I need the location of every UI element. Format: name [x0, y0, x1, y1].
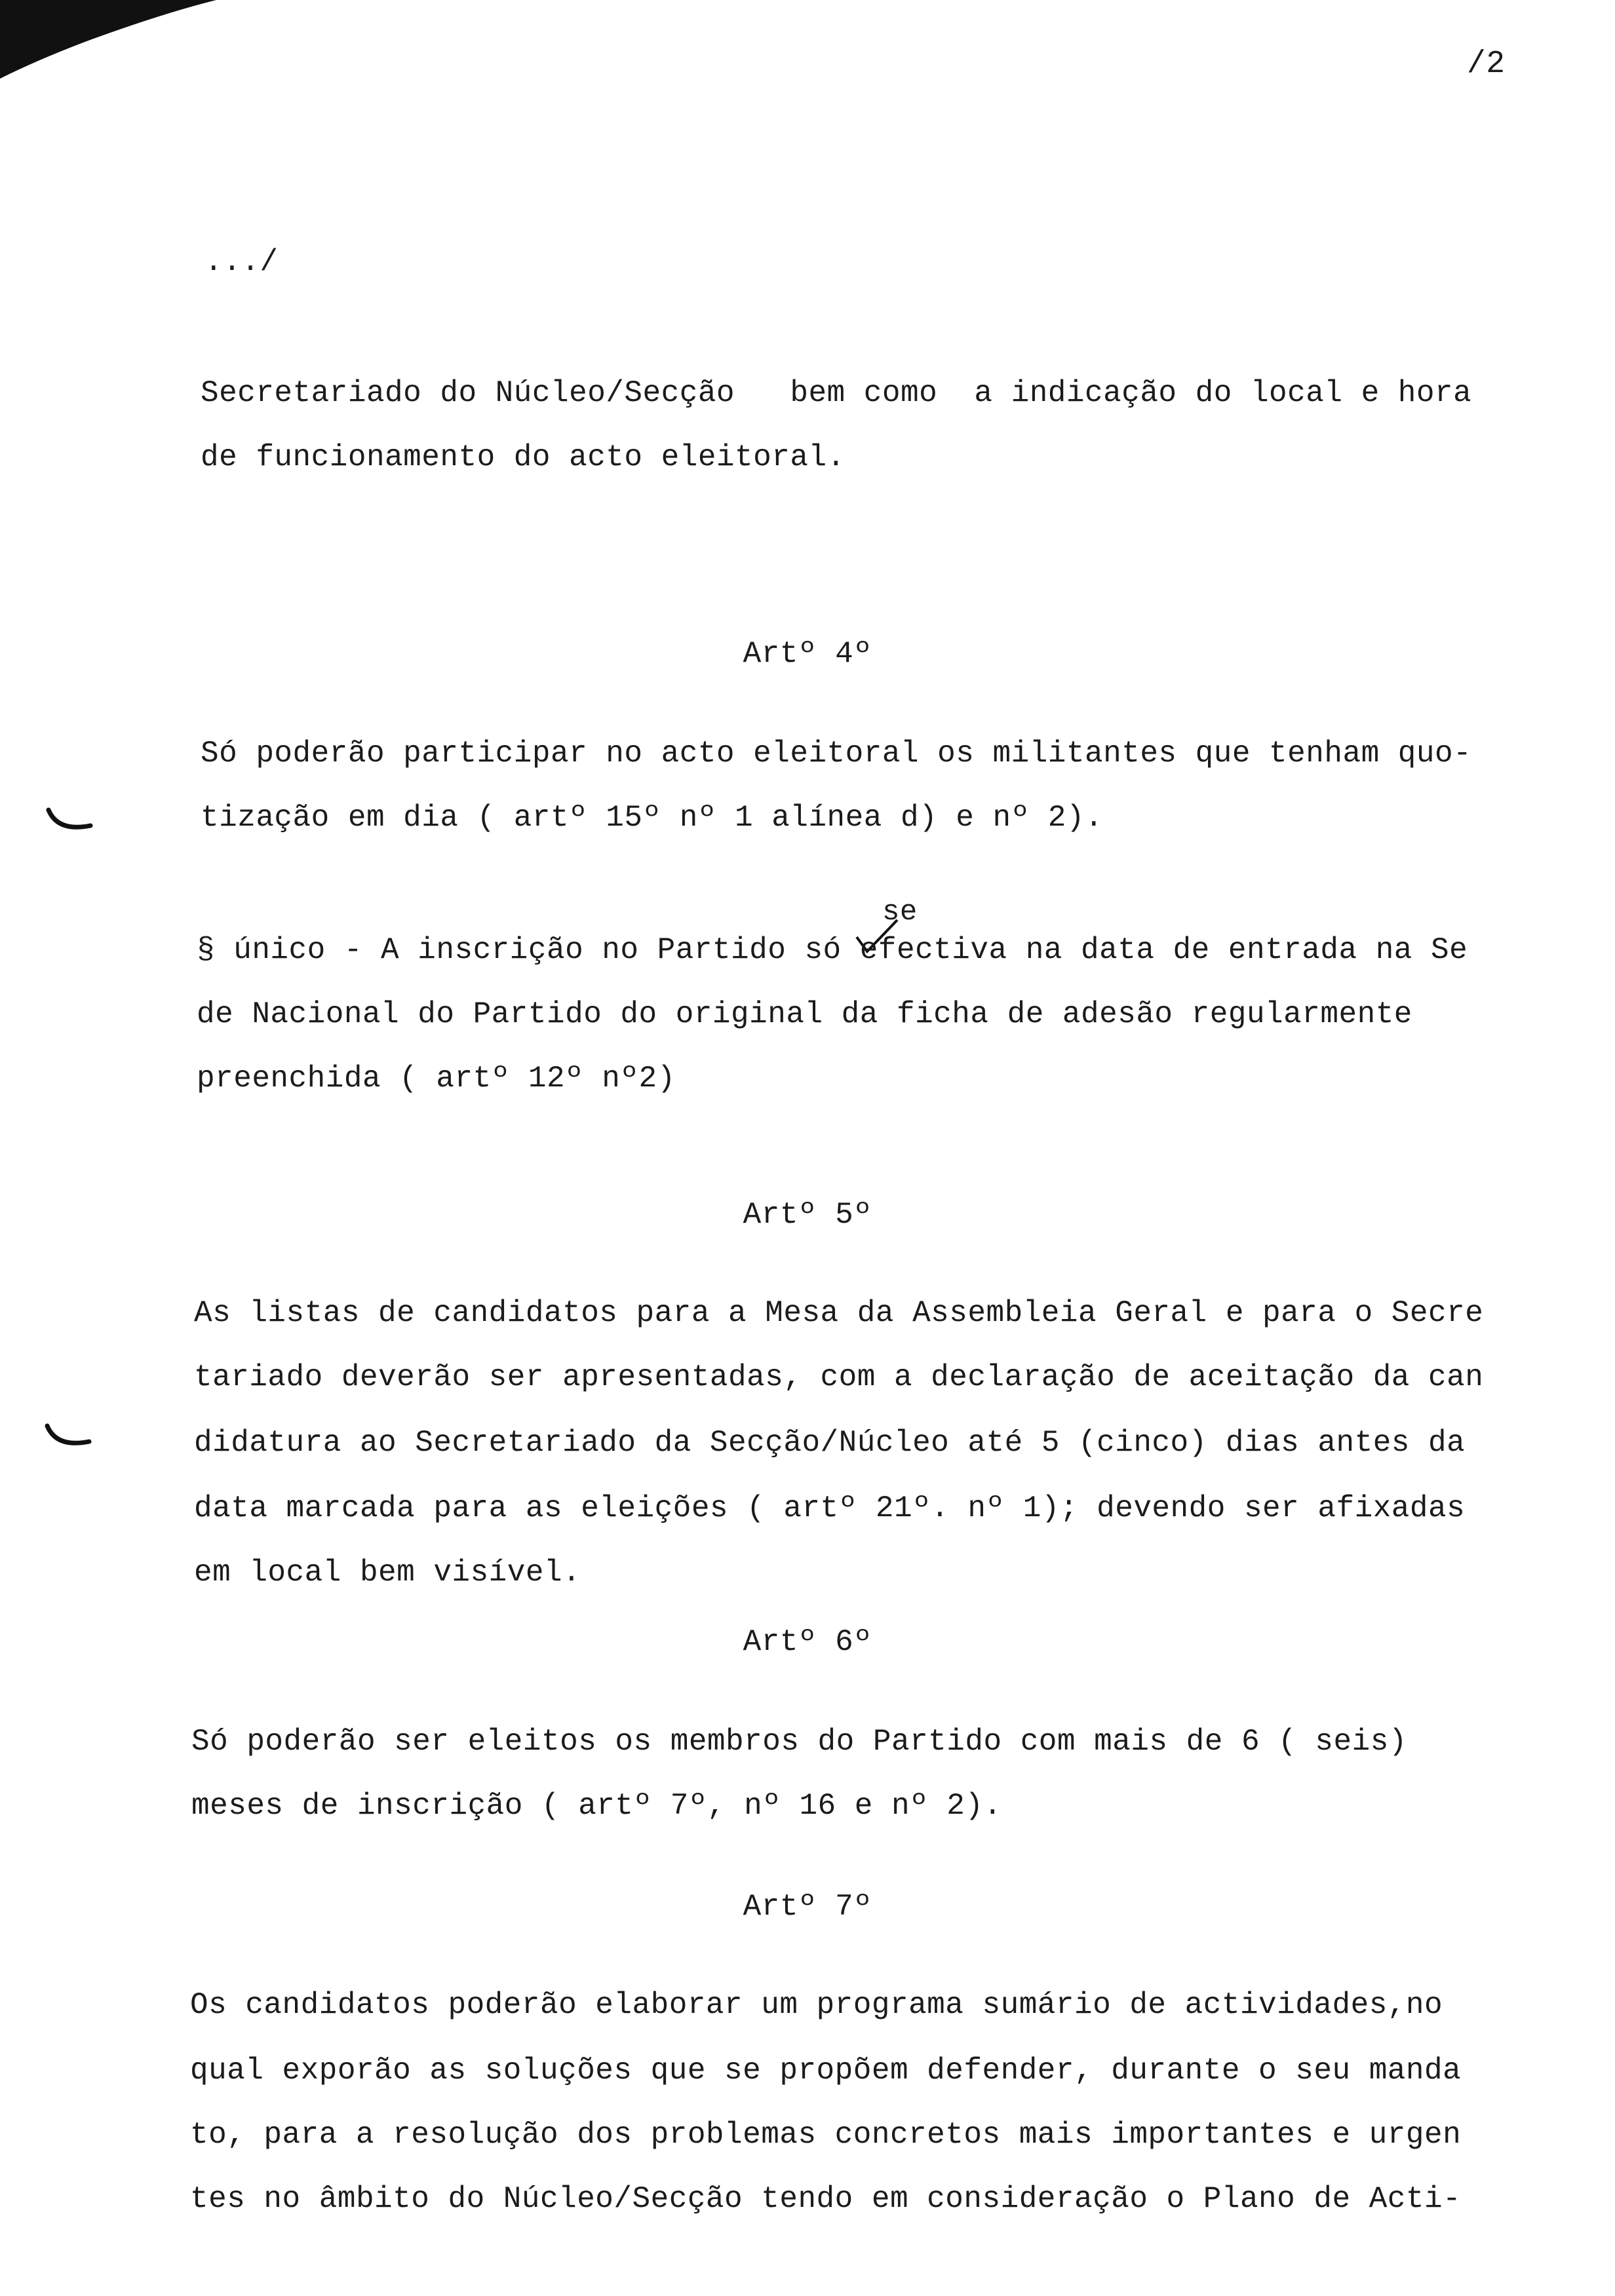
article-7-line-2: qual exporão as soluções que se propõem defender, durante o seu manda	[190, 2054, 1462, 2088]
intro-line-2: de funcionamento do acto eleitoral.	[201, 440, 846, 474]
article-4-line-1: Só poderão participar no acto eleitoral os militantes que tenham quo-	[201, 737, 1472, 771]
article-4-line-2: tização em dia ( artº 15º nº 1 alínea d) e nº 2).	[201, 801, 1104, 835]
article-5-line-4: data marcada para as eleições ( artº 21º. nº 1); devendo ser afixadas	[194, 1491, 1466, 1525]
article-7-line-4: tes no âmbito do Núcleo/Secção tendo em consideração o Plano de Acti-	[190, 2182, 1462, 2216]
article-5-line-3: didatura ao Secretariado da Secção/Núcleo até 5 (cinco) dias antes da	[194, 1426, 1466, 1460]
article-6-line-1: Só poderão ser eleitos os membros do Partido com mais de 6 ( seis)	[191, 1725, 1407, 1759]
article-5-line-5: em local bem visível.	[194, 1556, 581, 1590]
intro-line-1: Secretariado do Núcleo/Secção bem como a indicação do local e hora	[201, 376, 1472, 410]
article-4-unico-line-1: § único - A inscrição no Partido só efectiva na data de entrada na Se	[197, 933, 1468, 967]
handwritten-insert: se	[882, 896, 918, 928]
article-5-heading: Artº 5º	[743, 1198, 872, 1232]
margin-check-mark-1	[45, 806, 97, 839]
article-7-heading: Artº 7º	[743, 1890, 872, 1924]
article-5-line-2: tariado deverão ser apresentadas, com a declaração de aceitação da can	[194, 1360, 1484, 1394]
article-4-heading: Artº 4º	[743, 637, 872, 671]
article-4-unico-line-3: preenchida ( artº 12º nº2)	[197, 1062, 676, 1096]
article-4-unico-line-2: de Nacional do Partido do original da ficha de adesão regularmente	[197, 997, 1412, 1031]
scan-corner-shadow	[0, 0, 223, 92]
page-number: /2	[1467, 47, 1506, 82]
continuation-mark: .../	[204, 245, 279, 279]
article-7-line-1: Os candidatos poderão elaborar um programa sumário de actividades,no	[190, 1988, 1443, 2022]
article-6-heading: Artº 6º	[743, 1625, 872, 1659]
margin-check-mark-2	[43, 1422, 96, 1455]
article-6-line-2: meses de inscrição ( artº 7º, nº 16 e nº 2).	[191, 1789, 1002, 1823]
article-5-line-1: As listas de candidatos para a Mesa da Assembleia Geral e para o Secre	[194, 1296, 1484, 1330]
article-7-line-3: to, para a resolução dos problemas concretos mais importantes e urgen	[190, 2118, 1462, 2152]
